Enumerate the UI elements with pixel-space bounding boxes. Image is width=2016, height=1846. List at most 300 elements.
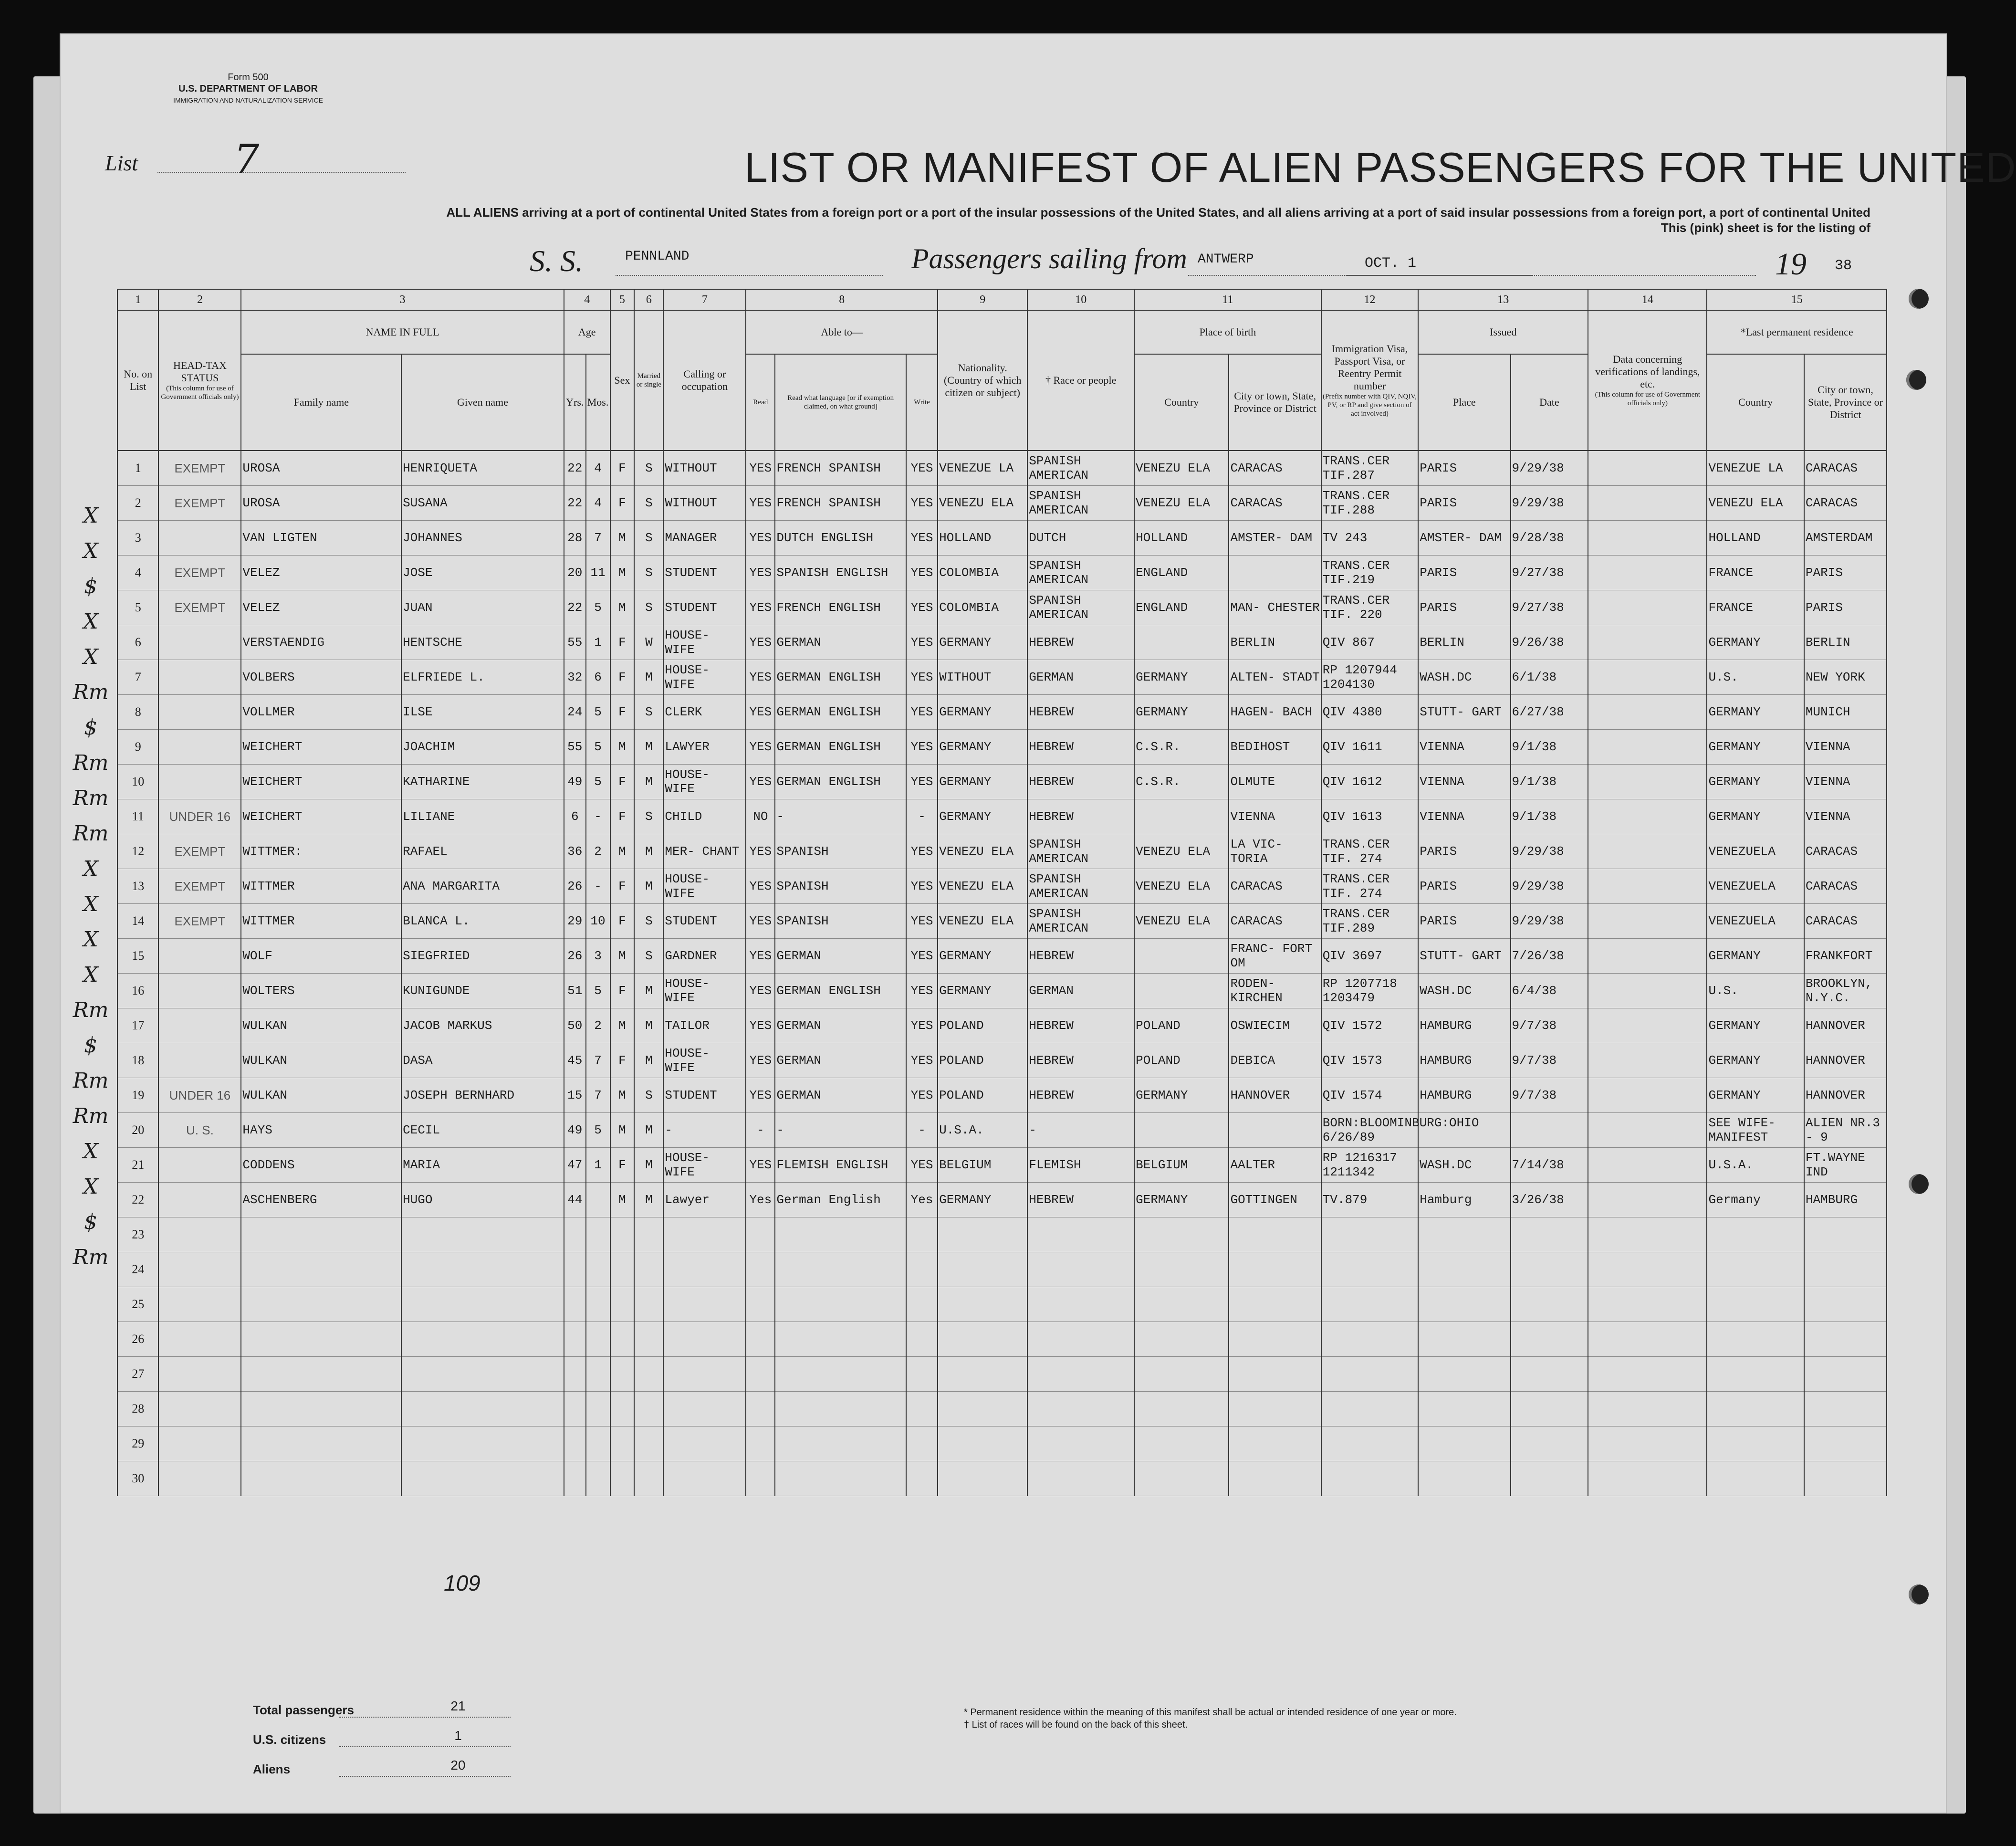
birth-country [1134, 1322, 1229, 1357]
can-read: YES [746, 904, 775, 939]
marital-status: M [634, 1148, 663, 1183]
birth-country: VENEZU ELA [1134, 486, 1229, 521]
race: HEBREW [1027, 1078, 1134, 1113]
col-num: 9 [938, 289, 1027, 310]
occupation: HOUSE- WIFE [663, 625, 746, 660]
head-tax-status [158, 730, 241, 765]
header-issued: Issued [1418, 310, 1588, 354]
birth-city: AALTER [1229, 1148, 1321, 1183]
issued-place: WASH.DC [1418, 1148, 1510, 1183]
issued-date [1511, 1392, 1588, 1426]
marital-status: S [634, 695, 663, 730]
verification [1588, 730, 1707, 765]
verification [1588, 1322, 1707, 1357]
given-name: JUAN [401, 590, 564, 625]
occupation: MER- CHANT [663, 834, 746, 869]
age-months: 5 [586, 974, 610, 1008]
row-number: 8 [117, 695, 158, 730]
row-number: 1 [117, 451, 158, 486]
family-name: WOLF [241, 939, 401, 974]
birth-city [1229, 1461, 1321, 1496]
residence-city: HANNOVER [1804, 1078, 1887, 1113]
given-name: HENRIQUETA [401, 451, 564, 486]
issued-date: 6/27/38 [1511, 695, 1588, 730]
age-years: 49 [564, 1113, 586, 1148]
marital-status [634, 1322, 663, 1357]
table-row [117, 1148, 1887, 1183]
birth-country [1134, 1392, 1229, 1426]
nationality [938, 1426, 1027, 1461]
age-months [586, 1461, 610, 1496]
languages: SPANISH [775, 869, 906, 904]
family-name: VERSTAENDIG [241, 625, 401, 660]
age-years: 6 [564, 799, 586, 834]
sex: M [610, 590, 635, 625]
residence-country: GERMANY [1707, 1043, 1804, 1078]
residence-city: VIENNA [1804, 730, 1887, 765]
department-name: U.S. DEPARTMENT OF LABOR [178, 84, 318, 94]
occupation: CHILD [663, 799, 746, 834]
marital-status [634, 1287, 663, 1322]
birth-country [1134, 1461, 1229, 1496]
list-label: List [105, 151, 138, 175]
age-months [586, 1426, 610, 1461]
race: SPANISH AMERICAN [1027, 556, 1134, 590]
occupation: STUDENT [663, 904, 746, 939]
age-years [564, 1461, 586, 1496]
sex: F [610, 486, 635, 521]
languages [775, 1252, 906, 1287]
issued-date: 9/1/38 [1511, 765, 1588, 799]
birth-city [1229, 1426, 1321, 1461]
occupation: STUDENT [663, 556, 746, 590]
issued-place [1418, 1357, 1510, 1392]
nationality: VENEZU ELA [938, 904, 1027, 939]
can-read [746, 1461, 775, 1496]
issued-date: 3/26/38 [1511, 1183, 1588, 1217]
form-header [153, 72, 344, 106]
age-months: 3 [586, 939, 610, 974]
column-numbers-row [117, 289, 1887, 310]
nationality: POLAND [938, 1043, 1027, 1078]
can-write [906, 1357, 938, 1392]
can-write [906, 1252, 938, 1287]
head-tax-title: HEAD-TAX STATUS [173, 359, 227, 384]
header-verification [1588, 310, 1707, 451]
birth-city [1229, 1217, 1321, 1252]
header-no-on-list: No. on List [117, 310, 158, 451]
race [1027, 1426, 1134, 1461]
family-name [241, 1392, 401, 1426]
languages: German English [775, 1183, 906, 1217]
head-tax-status [158, 1183, 241, 1217]
issued-place: HAMBURG [1418, 1078, 1510, 1113]
row-number: 21 [117, 1148, 158, 1183]
issued-date [1511, 1357, 1588, 1392]
page-number: 109 [444, 1571, 480, 1595]
list-line [157, 172, 406, 173]
margin-mark: Rm [73, 1069, 109, 1093]
languages: GERMAN [775, 1043, 906, 1078]
can-read: YES [746, 765, 775, 799]
residence-city: BERLIN [1804, 625, 1887, 660]
can-read: YES [746, 1148, 775, 1183]
marital-status [634, 1217, 663, 1252]
total-passengers-value: 21 [450, 1699, 466, 1713]
margin-mark: X [83, 503, 98, 528]
margin-mark: X [83, 892, 98, 916]
sex: F [610, 1043, 635, 1078]
header-nationality: Nationality. (Country of which citizen or subject) [938, 310, 1027, 451]
header-last-residence: *Last permanent residence [1707, 310, 1887, 354]
residence-country: GERMANY [1707, 765, 1804, 799]
can-write [906, 1426, 938, 1461]
can-read [746, 1357, 775, 1392]
family-name: WITTMER [241, 904, 401, 939]
verification [1588, 939, 1707, 974]
race: FLEMISH [1027, 1148, 1134, 1183]
sex [610, 1252, 635, 1287]
race: SPANISH AMERICAN [1027, 590, 1134, 625]
row-number: 29 [117, 1426, 158, 1461]
nationality [938, 1322, 1027, 1357]
birth-city [1229, 1287, 1321, 1322]
verification [1588, 1217, 1707, 1252]
birth-city: HAGEN- BACH [1229, 695, 1321, 730]
verification [1588, 451, 1707, 486]
family-name: WULKAN [241, 1078, 401, 1113]
head-tax-status [158, 695, 241, 730]
header-visa [1321, 310, 1418, 451]
head-tax-status: EXEMPT [158, 590, 241, 625]
race: SPANISH AMERICAN [1027, 486, 1134, 521]
residence-country: VENEZUE LA [1707, 451, 1804, 486]
languages [775, 1322, 906, 1357]
row-number: 9 [117, 730, 158, 765]
issued-place: PARIS [1418, 834, 1510, 869]
given-name [401, 1217, 564, 1252]
age-months [586, 1252, 610, 1287]
head-tax-status [158, 765, 241, 799]
issued-place [1418, 1322, 1510, 1357]
sex: F [610, 904, 635, 939]
occupation [663, 1322, 746, 1357]
age-years: 51 [564, 974, 586, 1008]
residence-country: HOLLAND [1707, 521, 1804, 556]
can-write: YES [906, 974, 938, 1008]
ss-label: S. S. [530, 244, 583, 278]
margin-mark: Rm [73, 786, 109, 810]
birth-country: HOLLAND [1134, 521, 1229, 556]
verification [1588, 974, 1707, 1008]
can-read: YES [746, 556, 775, 590]
verification [1588, 1008, 1707, 1043]
table-row [117, 799, 1887, 834]
header-birth-city: City or town, State, Province or District [1229, 354, 1321, 451]
age-years [564, 1392, 586, 1426]
given-name: SUSANA [401, 486, 564, 521]
age-months: - [586, 799, 610, 834]
visa-number [1321, 1322, 1418, 1357]
given-name [401, 1322, 564, 1357]
us-citizens-value: 1 [454, 1728, 462, 1743]
margin-mark: X [83, 1175, 98, 1199]
age-years [564, 1426, 586, 1461]
residence-city [1804, 1322, 1887, 1357]
visa-number: QIV 1572 [1321, 1008, 1418, 1043]
race: DUTCH [1027, 521, 1134, 556]
race: GERMAN [1027, 974, 1134, 1008]
can-read [746, 1252, 775, 1287]
occupation: STUDENT [663, 590, 746, 625]
sex [610, 1461, 635, 1496]
residence-city: HANNOVER [1804, 1008, 1887, 1043]
residence-country [1707, 1461, 1804, 1496]
verification [1588, 1287, 1707, 1322]
sex [610, 1426, 635, 1461]
given-name: RAFAEL [401, 834, 564, 869]
visa-number: QIV 1573 [1321, 1043, 1418, 1078]
languages: FRENCH SPANISH [775, 451, 906, 486]
nationality [938, 1392, 1027, 1426]
birth-city: CARACAS [1229, 869, 1321, 904]
residence-country: GERMANY [1707, 625, 1804, 660]
occupation [663, 1287, 746, 1322]
visa-number [1321, 1392, 1418, 1426]
sex: M [610, 1183, 635, 1217]
occupation: LAWYER [663, 730, 746, 765]
issued-date: 9/1/38 [1511, 799, 1588, 834]
languages: FRENCH SPANISH [775, 486, 906, 521]
marital-status: S [634, 939, 663, 974]
verification [1588, 590, 1707, 625]
issued-place [1418, 1426, 1510, 1461]
residence-city [1804, 1287, 1887, 1322]
table-row [117, 904, 1887, 939]
nationality: GERMANY [938, 974, 1027, 1008]
can-read [746, 1392, 775, 1426]
age-months [586, 1322, 610, 1357]
us-citizens-row [253, 1721, 520, 1751]
sex: F [610, 799, 635, 834]
age-months: 5 [586, 765, 610, 799]
margin-mark: X [83, 645, 98, 669]
given-name: JOSE [401, 556, 564, 590]
port-name: ANTWERP [1198, 252, 1254, 267]
issued-place: BERLIN [1418, 625, 1510, 660]
languages: GERMAN [775, 1008, 906, 1043]
marital-status: S [634, 1078, 663, 1113]
age-years: 32 [564, 660, 586, 695]
aliens-value: 20 [450, 1758, 466, 1773]
marital-status: S [634, 556, 663, 590]
row-number: 13 [117, 869, 158, 904]
marital-status: M [634, 974, 663, 1008]
marital-status [634, 1461, 663, 1496]
visa-number: TRANS.CER TIF.289 [1321, 904, 1418, 939]
col-num: 4 [564, 289, 610, 310]
given-name [401, 1426, 564, 1461]
can-write: YES [906, 521, 938, 556]
issued-date [1511, 1252, 1588, 1287]
residence-city: MUNICH [1804, 695, 1887, 730]
binding-hole-icon [1906, 370, 1926, 390]
age-months: 6 [586, 660, 610, 695]
visa-number: RP 1207944 1204130 [1321, 660, 1418, 695]
residence-country [1707, 1287, 1804, 1322]
nationality: BELGIUM [938, 1148, 1027, 1183]
nationality: GERMANY [938, 765, 1027, 799]
col-num: 5 [610, 289, 635, 310]
header-issued-place: Place [1418, 354, 1510, 451]
birth-city: CARACAS [1229, 451, 1321, 486]
issued-date: 9/29/38 [1511, 451, 1588, 486]
total-passengers-row [253, 1692, 520, 1721]
birth-city: VIENNA [1229, 799, 1321, 834]
row-number: 12 [117, 834, 158, 869]
total-passengers-label: Total passengers [253, 1703, 354, 1717]
race: SPANISH AMERICAN [1027, 834, 1134, 869]
header-able-to: Able to— [746, 310, 938, 354]
age-years: 55 [564, 730, 586, 765]
family-name [241, 1217, 401, 1252]
margin-mark: Rm [73, 1245, 109, 1269]
issued-date: 9/27/38 [1511, 590, 1588, 625]
header-given-name: Given name [401, 354, 564, 451]
marital-status: S [634, 521, 663, 556]
can-read: YES [746, 660, 775, 695]
birth-city [1229, 1252, 1321, 1287]
header-name-in-full: NAME IN FULL [241, 310, 564, 354]
age-months: - [586, 869, 610, 904]
can-read: YES [746, 939, 775, 974]
birth-country: POLAND [1134, 1008, 1229, 1043]
can-read: YES [746, 834, 775, 869]
family-name: UROSA [241, 451, 401, 486]
manifest-rows [117, 451, 1887, 1496]
visa-number: QIV 4380 [1321, 695, 1418, 730]
occupation [663, 1426, 746, 1461]
residence-city [1804, 1461, 1887, 1496]
row-number: 14 [117, 904, 158, 939]
family-name: VELEZ [241, 590, 401, 625]
residence-city [1804, 1252, 1887, 1287]
given-name: KUNIGUNDE [401, 974, 564, 1008]
occupation: TAILOR [663, 1008, 746, 1043]
birth-country: ENGLAND [1134, 556, 1229, 590]
residence-city [1804, 1357, 1887, 1392]
table-row [117, 1357, 1887, 1392]
occupation: HOUSE- WIFE [663, 869, 746, 904]
can-read: - [746, 1113, 775, 1148]
languages [775, 1426, 906, 1461]
age-years: 26 [564, 869, 586, 904]
age-years: 15 [564, 1078, 586, 1113]
totals-block [253, 1692, 520, 1781]
issued-date: 9/29/38 [1511, 869, 1588, 904]
race [1027, 1322, 1134, 1357]
age-months: 2 [586, 834, 610, 869]
verification [1588, 625, 1707, 660]
visa-number: QIV 3697 [1321, 939, 1418, 974]
birth-city: FRANC- FORT OM [1229, 939, 1321, 974]
residence-country: Germany [1707, 1183, 1804, 1217]
nationality: COLOMBIA [938, 556, 1027, 590]
marital-status [634, 1426, 663, 1461]
race: HEBREW [1027, 730, 1134, 765]
residence-city: NEW YORK [1804, 660, 1887, 695]
can-read [746, 1322, 775, 1357]
can-write: YES [906, 660, 938, 695]
birth-city: CARACAS [1229, 486, 1321, 521]
can-read: YES [746, 486, 775, 521]
languages: GERMAN ENGLISH [775, 974, 906, 1008]
verification [1588, 1148, 1707, 1183]
family-name: VAN LIGTEN [241, 521, 401, 556]
family-name [241, 1252, 401, 1287]
visa-number: TV 243 [1321, 521, 1418, 556]
sex: F [610, 695, 635, 730]
age-months [586, 1392, 610, 1426]
visa-number: QIV 1574 [1321, 1078, 1418, 1113]
visa-number: RP 1216317 1211342 [1321, 1148, 1418, 1183]
race [1027, 1392, 1134, 1426]
birth-country: C.S.R. [1134, 765, 1229, 799]
birth-country: GERMANY [1134, 695, 1229, 730]
age-years: 36 [564, 834, 586, 869]
issued-date [1511, 1461, 1588, 1496]
margin-mark: $ [84, 574, 97, 598]
head-tax-status [158, 1008, 241, 1043]
residence-city: BROOKLYN, N.Y.C. [1804, 974, 1887, 1008]
can-read: YES [746, 451, 775, 486]
issued-place: PARIS [1418, 486, 1510, 521]
issued-date: 9/1/38 [1511, 730, 1588, 765]
birth-country: GERMANY [1134, 1183, 1229, 1217]
age-years: 20 [564, 556, 586, 590]
can-write [906, 1322, 938, 1357]
birth-country: VENEZU ELA [1134, 904, 1229, 939]
verification [1588, 834, 1707, 869]
sex: M [610, 939, 635, 974]
issued-place: HAMBURG [1418, 1043, 1510, 1078]
header-birth-country: Country [1134, 354, 1229, 451]
row-number: 20 [117, 1113, 158, 1148]
occupation: HOUSE- WIFE [663, 1043, 746, 1078]
header-place-of-birth: Place of birth [1134, 310, 1321, 354]
header-res-city: City or town, State, Province or District [1804, 354, 1887, 451]
verification [1588, 1392, 1707, 1426]
col-num: 2 [158, 289, 241, 310]
race [1027, 1287, 1134, 1322]
col-num: 6 [634, 289, 663, 310]
table-row [117, 1078, 1887, 1113]
can-write: YES [906, 904, 938, 939]
race: - [1027, 1113, 1134, 1148]
languages: GERMAN ENGLISH [775, 660, 906, 695]
marital-status: M [634, 660, 663, 695]
table-row [117, 1113, 1887, 1148]
residence-country: U.S.A. [1707, 1148, 1804, 1183]
languages: - [775, 799, 906, 834]
occupation: Lawyer [663, 1183, 746, 1217]
nationality: VENEZU ELA [938, 486, 1027, 521]
margin-mark: Rm [73, 821, 109, 846]
row-number: 3 [117, 521, 158, 556]
binding-hole-icon [1909, 1174, 1929, 1194]
age-months [586, 1183, 610, 1217]
row-number: 16 [117, 974, 158, 1008]
